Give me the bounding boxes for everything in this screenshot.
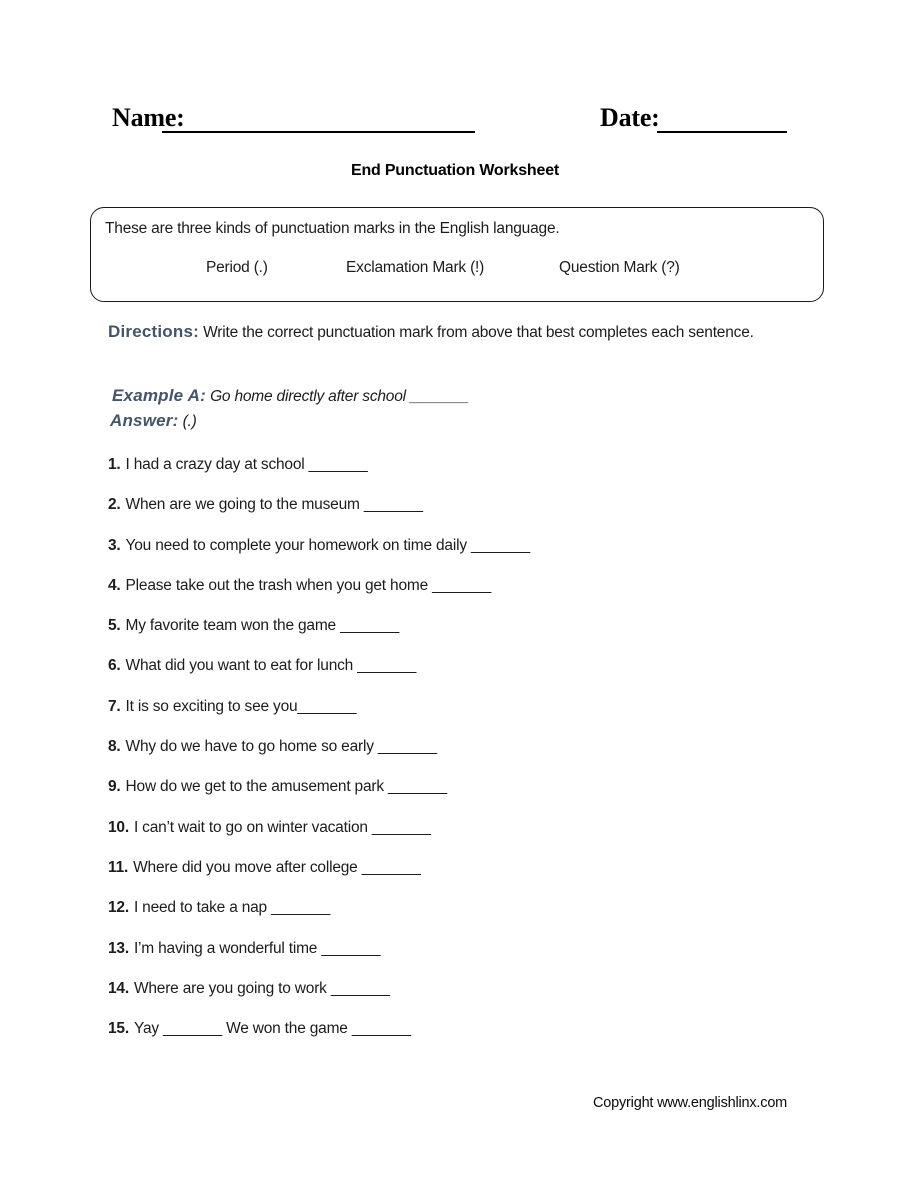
question-number: 7. <box>108 697 121 715</box>
question-text: You need to complete your homework on time daily _______ <box>125 536 530 554</box>
question-row-11 <box>108 859 530 876</box>
question-number: 2. <box>108 496 121 514</box>
question-number: 10. <box>108 818 129 836</box>
example-sentence: Go home directly after school _______ <box>210 388 469 405</box>
question-number: 11. <box>108 858 129 876</box>
name-label: Name: <box>112 103 185 132</box>
option-period: Period (.) <box>206 259 268 276</box>
question-number: 12. <box>108 899 129 917</box>
question-row-15 <box>108 1020 530 1037</box>
question-number: 9. <box>108 778 121 796</box>
question-number: 5. <box>108 617 121 635</box>
question-text: It is so exciting to see you_______ <box>125 697 357 715</box>
question-text: Where did you move after college _______ <box>133 858 421 876</box>
question-row-3 <box>108 537 530 554</box>
directions-text: Write the correct punctuation mark from above that best completes each sentence. <box>203 324 754 341</box>
question-row-7 <box>108 698 530 715</box>
answer-label: Answer: <box>110 411 179 430</box>
answer-line <box>110 411 197 431</box>
question-text: When are we going to the museum _______ <box>125 496 423 514</box>
question-list <box>108 456 530 1060</box>
date-label: Date: <box>600 103 660 132</box>
question-number: 13. <box>108 939 129 957</box>
question-row-1 <box>108 456 530 473</box>
answer-value: (.) <box>182 413 197 430</box>
question-text: Where are you going to work _______ <box>133 979 390 997</box>
question-row-12 <box>108 899 530 916</box>
punctuation-info-box <box>90 207 824 302</box>
page-title: End Punctuation Worksheet <box>350 162 560 179</box>
question-row-4 <box>108 577 530 594</box>
question-row-5 <box>108 617 530 634</box>
option-exclamation-mark: Exclamation Mark (!) <box>346 259 485 276</box>
question-number: 4. <box>108 576 121 594</box>
question-number: 1. <box>108 456 121 473</box>
example-label: Example A: <box>112 386 206 405</box>
question-text: How do we get to the amusement park _______ <box>125 778 447 796</box>
question-row-13 <box>108 940 530 957</box>
question-text: My favorite team won the game _______ <box>125 617 400 635</box>
directions-label: Directions: <box>108 322 199 341</box>
question-row-14 <box>108 980 530 997</box>
info-box-intro: These are three kinds of punctuation marks in the English language. <box>105 220 560 237</box>
example-line <box>112 386 469 406</box>
question-row-10 <box>108 819 530 836</box>
question-text: I had a crazy day at school _______ <box>125 456 368 473</box>
question-text: Yay _______ We won the game _______ <box>133 1020 411 1038</box>
question-text: What did you want to eat for lunch _______ <box>125 657 417 675</box>
question-number: 14. <box>108 979 129 997</box>
question-number: 15. <box>108 1020 129 1038</box>
question-number: 3. <box>108 536 121 554</box>
question-text: Please take out the trash when you get home _______ <box>125 576 492 594</box>
copyright-text: Copyright www.englishlinx.com <box>593 1095 788 1111</box>
question-text: Why do we have to go home so early _______ <box>125 738 437 756</box>
question-row-8 <box>108 738 530 755</box>
option-question-mark: Question Mark (?) <box>559 259 680 276</box>
question-text: I can’t wait to go on winter vacation _______ <box>133 818 431 836</box>
question-row-6 <box>108 657 530 674</box>
directions-paragraph <box>108 318 780 347</box>
question-text: I’m having a wonderful time _______ <box>133 939 381 957</box>
question-row-9 <box>108 778 530 795</box>
question-text: I need to take a nap _______ <box>133 899 331 917</box>
question-number: 6. <box>108 657 121 675</box>
question-row-2 <box>108 496 530 513</box>
name-blank-line <box>162 131 475 133</box>
date-blank-line <box>657 131 787 133</box>
question-number: 8. <box>108 738 121 756</box>
